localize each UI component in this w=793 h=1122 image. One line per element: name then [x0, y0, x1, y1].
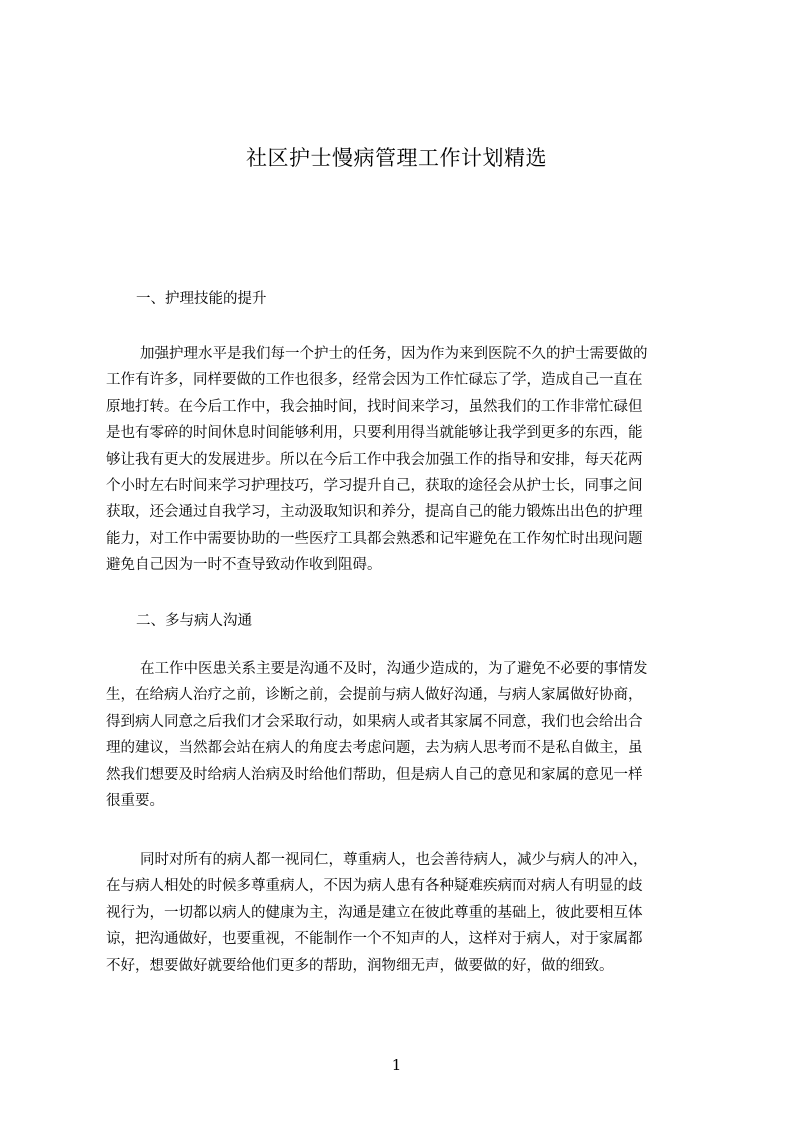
paragraph-line: 理的建议，当然都会站在病人的角度去考虑问题，去为病人思考而不是私自做主，虽	[106, 740, 643, 757]
paragraph-line: 避免自己因为一时不查导致动作收到阻碍。	[106, 557, 382, 574]
paragraph-line: 够让我有更大的发展进步。所以在今后工作中我会加强工作的指导和安排，每天花两	[106, 451, 643, 468]
paragraph-1	[106, 341, 702, 579]
paragraph-line: 得到病人同意之后我们才会采取行动，如果病人或者其家属不同意，我们也会给出合	[106, 713, 643, 730]
paragraph-line: 不好，想要做好就要给他们更多的帮助，润物细无声，做要做的好，做的细致。	[106, 957, 614, 974]
paragraph-line: 在与病人相处的时候多尊重病人，不因为病人患有各种疑难疾病而对病人有明显的歧	[106, 878, 643, 895]
paragraph-2	[106, 656, 702, 814]
paragraph-line: 视行为，一切都以病人的健康为主，沟通是建立在彼此尊重的基础上，彼此要相互体	[106, 904, 643, 921]
paragraph-3	[106, 847, 702, 979]
paragraph-line: 很重要。	[106, 792, 164, 809]
section-heading-1: 一、护理技能的提升	[136, 291, 267, 307]
paragraph-line: 加强护理水平是我们每一个护士的任务，因为作为来到医院不久的护士需要做的	[140, 346, 648, 362]
paragraph-line: 个小时左右时间来学习护理技巧，学习提升自己，获取的途径会从护士长，同事之间	[106, 477, 643, 494]
paragraph-line: 能力，对工作中需要协助的一些医疗工具都会熟悉和记牢避免在工作匆忙时出现问题	[106, 530, 643, 547]
paragraph-line: 获取，还会通过自我学习，主动汲取知识和养分，提高自己的能力锻炼出出色的护理	[106, 504, 643, 521]
paragraph-line: 工作有许多，同样要做的工作也很多，经常会因为工作忙碌忘了学，造成自己一直在	[106, 372, 643, 389]
paragraph-line: 原地打转。在今后工作中，我会抽时间，找时间来学习，虽然我们的工作非常忙碌但	[106, 398, 643, 415]
paragraph-line: 同时对所有的病人都一视同仁，尊重病人，也会善待病人，减少与病人的冲入，	[140, 852, 648, 868]
document-title: 社区护士慢病管理工作计划精选	[246, 146, 547, 170]
paragraph-line: 然我们想要及时给病人治病及时给他们帮助，但是病人自己的意见和家属的意见一样	[106, 766, 643, 783]
paragraph-line: 在工作中医患关系主要是沟通不及时，沟通少造成的，为了避免不必要的事情发	[140, 661, 648, 677]
page-number: 1	[391, 1056, 402, 1074]
paragraph-line: 谅，把沟通做好，也要重视，不能制作一个不知声的人，这样对于病人，对于家属都	[106, 931, 643, 948]
paragraph-line: 是也有零碎的时间休息时间能够利用，只要利用得当就能够让我学到更多的东西，能	[106, 425, 643, 442]
section-heading-2: 二、多与病人沟通	[136, 613, 252, 629]
paragraph-line: 生，在给病人治疗之前，诊断之前，会提前与病人做好沟通，与病人家属做好协商，	[106, 687, 643, 704]
